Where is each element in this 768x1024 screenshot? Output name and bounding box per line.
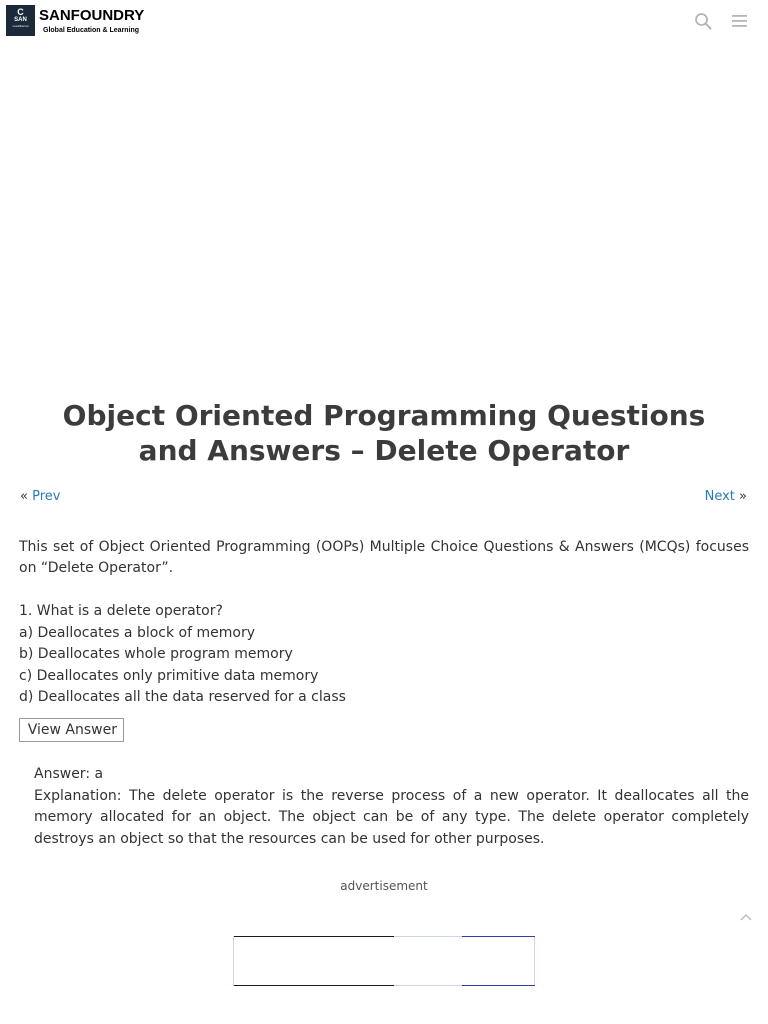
next-arrow: » [739, 489, 747, 504]
option-d: d) Deallocates all the data reserved for a class [19, 689, 346, 705]
option-b: b) Deallocates whole program memory [19, 646, 293, 662]
explanation: Explanation: The delete operator is the reverse process of a new operator. It deallocates all the memory allocated for an object. The object can be of any type. The delete operator completely destroys an object so that the resources can be used for other purposes. [34, 787, 749, 847]
brand [39, 5, 144, 35]
pager-next [705, 489, 747, 505]
advertisement-label: advertisement [340, 879, 428, 893]
pager-prev [20, 489, 60, 505]
answer-line: Answer: a [34, 766, 104, 782]
logo-line-3: LocalKernel [12, 24, 29, 28]
question-text: 1. What is a delete operator? [19, 603, 223, 619]
logo-line-1: C [17, 7, 24, 17]
option-c: c) Deallocates only primitive data memory [19, 667, 319, 684]
menu-icon[interactable] [731, 13, 749, 29]
brand-name: SANFOUNDRY [39, 7, 145, 24]
ad-banner-edge [462, 985, 535, 986]
brand-tagline: Global Education & Learning [43, 27, 140, 34]
top-ad-space [0, 44, 768, 384]
view-answer-button[interactable]: View Answer [19, 718, 124, 742]
intro-paragraph: This set of Object Oriented Programming (OOPs) Multiple Choice Questions & Answers (MCQs) focuses on “Delete Operator”. [19, 539, 749, 576]
site-logo[interactable] [6, 5, 144, 36]
logo-line-2: SAN [14, 17, 27, 23]
prev-arrow: « [20, 489, 28, 504]
question-block [19, 601, 749, 709]
option-a: a) Deallocates a block of memory [19, 624, 255, 641]
prev-link[interactable]: Prev [32, 489, 61, 504]
chevron-up-icon[interactable] [738, 909, 754, 923]
site-header [0, 0, 768, 44]
ad-banner-edge [462, 936, 535, 937]
page-title: Object Oriented Programming Questions and Answers – Delete Operator [62, 399, 706, 467]
logo-badge [6, 5, 35, 36]
search-icon[interactable] [694, 12, 712, 30]
ad-banner[interactable] [233, 936, 535, 986]
ad-banner-edge [234, 936, 394, 937]
next-link[interactable]: Next [704, 489, 735, 504]
answer-block [34, 764, 749, 850]
ad-banner-edge [234, 985, 394, 986]
